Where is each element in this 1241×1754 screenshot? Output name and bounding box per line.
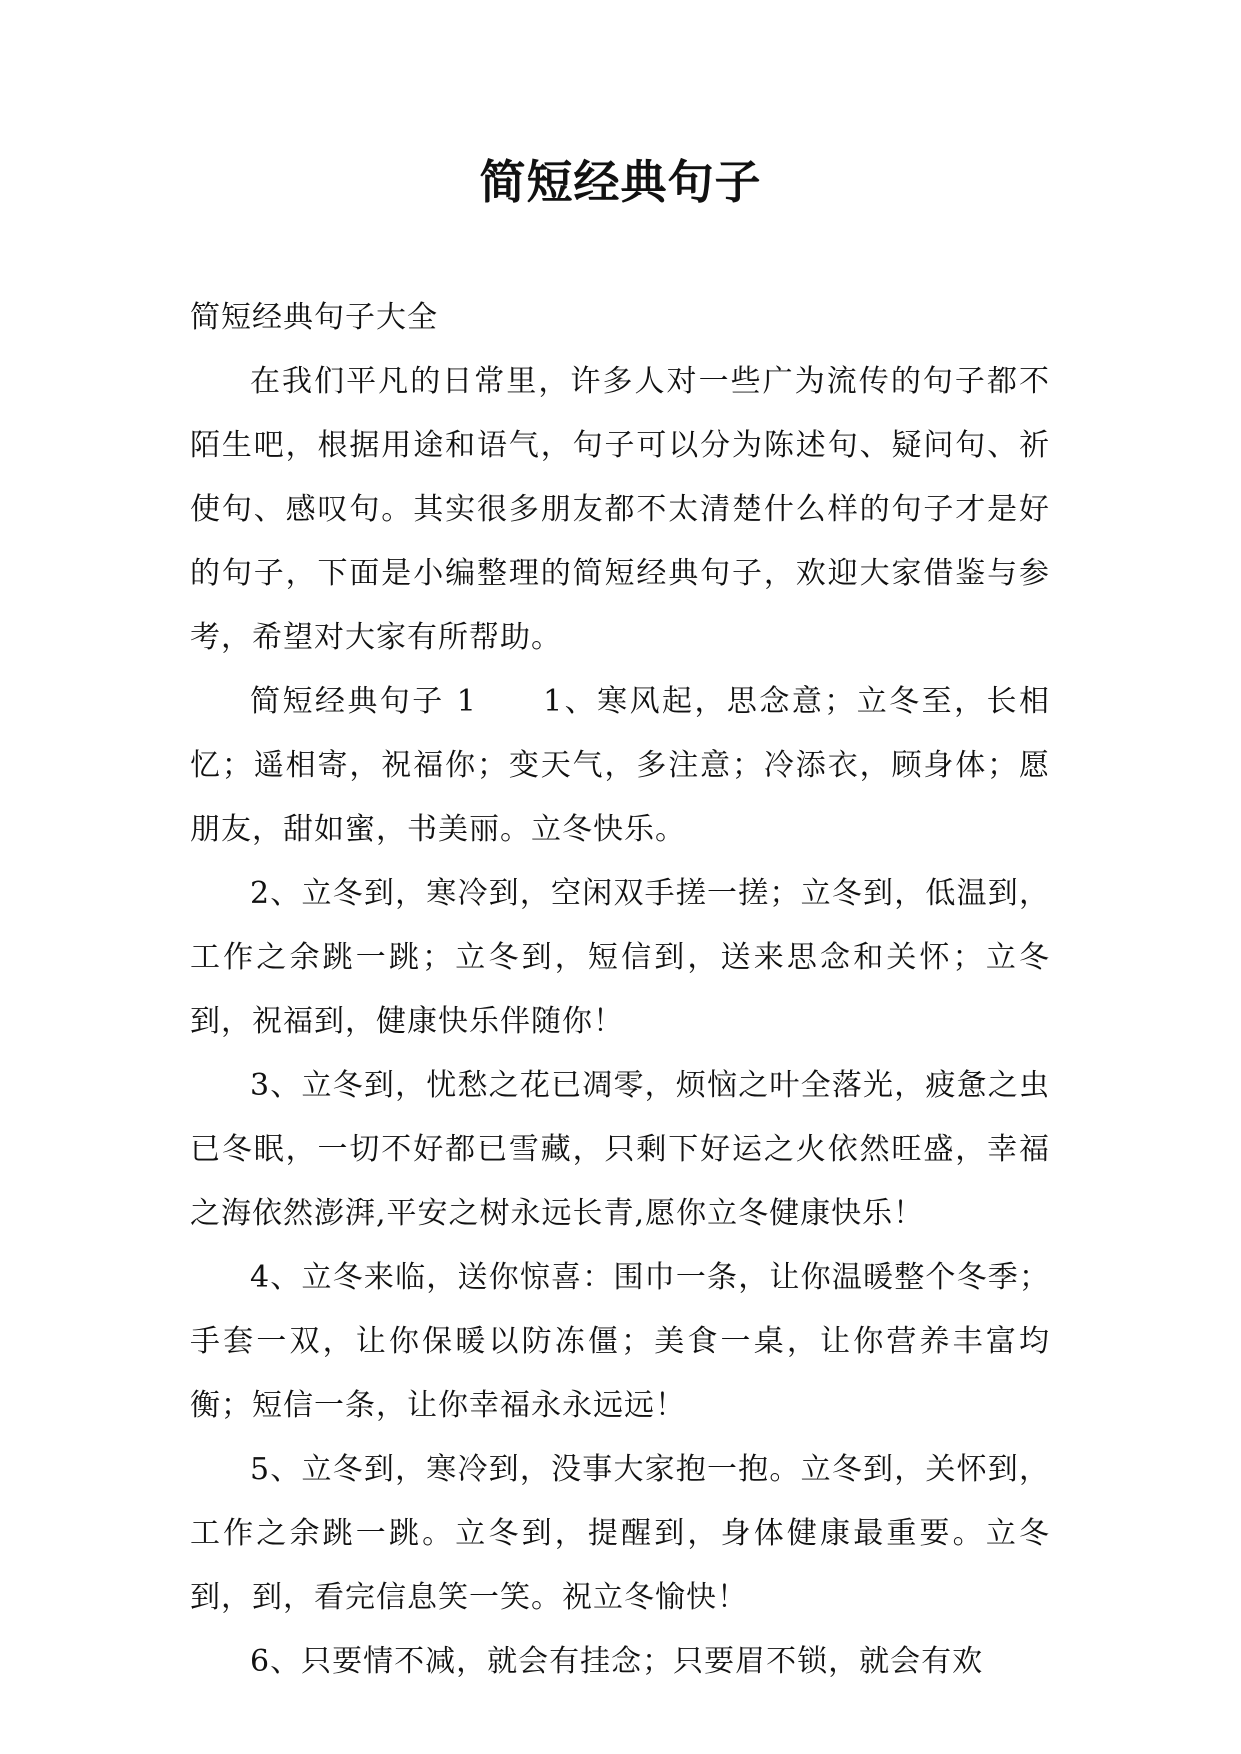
document-body <box>190 286 1050 1694</box>
document-subtitle: 简短经典句子大全 <box>190 300 438 335</box>
paragraph-intro: 在我们平凡的日常里，许多人对一些广为流传的句子都不陌生吧，根据用途和语气，句子可以分为陈述句、疑问句、祈使句、感叹句。其实很多朋友都不太清楚什么样的句子才是好的句子，下面是小编整理的简短经典句子，欢迎大家借鉴与参考，希望对大家有所帮助。 <box>190 364 1050 655</box>
paragraph-quote-3: 3、立冬到，忧愁之花已凋零，烦恼之叶全落光，疲惫之虫已冬眠，一切不好都已雪藏，只剩下好运之火依然旺盛，幸福之海依然澎湃,平安之树永远长青,愿你立冬健康快乐！ <box>190 1068 1050 1231</box>
paragraph-quote-2: 2、立冬到，寒冷到，空闲双手搓一搓；立冬到，低温到，工作之余跳一跳；立冬到，短信到，送来思念和关怀；立冬到，祝福到，健康快乐伴随你！ <box>190 876 1050 1039</box>
paragraph-quote-5: 5、立冬到，寒冷到，没事大家抱一抱。立冬到，关怀到，工作之余跳一跳。立冬到，提醒到，身体健康最重要。立冬到，到，看完信息笑一笑。祝立冬愉快！ <box>190 1452 1050 1615</box>
paragraph-quote-4: 4、立冬来临，送你惊喜：围巾一条，让你温暖整个冬季；手套一双，让你保暖以防冻僵；美食一桌，让你营养丰富均衡；短信一条，让你幸福永永远远！ <box>190 1260 1050 1423</box>
document-title: 简短经典句子 <box>479 155 762 209</box>
paragraph-quote-1: 简短经典句子 1 1、寒风起，思念意；立冬至，长相忆；遥相寄，祝福你；变天气，多注意；冷添衣，顾身体；愿朋友，甜如蜜，书美丽。立冬快乐。 <box>190 684 1050 847</box>
paragraph-quote-6: 6、只要情不减，就会有挂念；只要眉不锁，就会有欢 <box>250 1644 984 1679</box>
